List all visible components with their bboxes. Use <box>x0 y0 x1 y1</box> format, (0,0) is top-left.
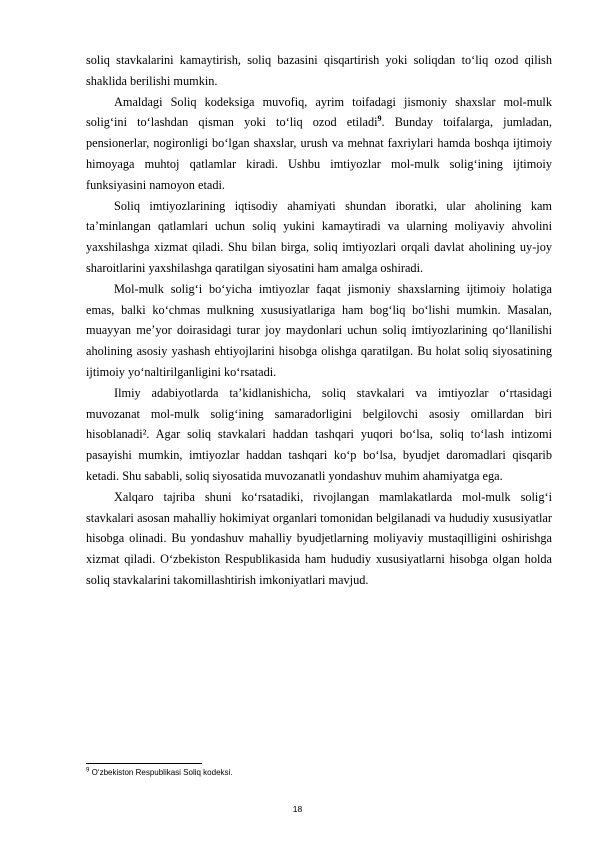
paragraph-2-text: Amaldagi Soliq kodeksiga muvofiq, ayrim toifadagi jismoniy shaxslar mol-mulk solig‘ini to‘lashdan qisman yoki to‘liq ozod etiladi <box>86 94 552 130</box>
paragraph-5 <box>86 383 552 487</box>
footnote-mark: 9 <box>86 767 90 774</box>
paragraph-5-text: Ilmiy adabiyotlarda ta’kidlanishicha, soliq stavkalari va imtiyozlar o‘rtasidagi muvozanat mol-mulk solig‘ining samaradorligini belgilovchi asosiy omillardan biri hisoblanadi². Agar soliq stavkalari haddan tashqari yuqori bo‘lsa, soliq to‘lash intizomi pasayishi mumkin, imtiyozlar haddan tashqari ko‘p bo‘lsa, byudjet daromadlari qisqarib ketadi. Shu sababli, soliq siyosatida muvozanatli yondashuv muhim ahamiyatga ega. <box>86 385 552 483</box>
paragraph-2 <box>86 92 552 196</box>
paragraph-6 <box>86 487 552 591</box>
page-number: 18 <box>292 804 303 814</box>
footnote-reference[interactable]: 9 <box>377 114 382 124</box>
paragraph-1-text: soliq stavkalarini kamaytirish, soliq bazasini qisqartirish yoki soliqdan to‘liq ozod qilish shaklida berilishi mumkin. <box>86 53 552 88</box>
paragraph-3 <box>86 196 552 279</box>
paragraph-4-text: Mol-mulk solig‘i bo‘yicha imtiyozlar faqat jismoniy shaxslarning ijtimoiy holatiga emas, balki ko‘chmas mulkning xususiyatlariga ham bog‘liq bo‘lishi mumkin. Masalan, muayyan me’yor doirasidagi turar joy maydonlari uchun soliq imtiyozlarining qo‘llanilishi aholining asosiy yashash ehtiyojlarini hisobga olishga qaratilgan. Bu holat soliq siyosatining ijtimoiy yo‘naltirilganligini ko‘rsatadi. <box>86 281 552 379</box>
paragraph-2-text-continued: . Bunday toifalarga, jumladan, pensionerlar, nogironligi bo‘lgan shaxslar, urush va mehnat faxriylari hamda boshqa ijtimoiy himoyaga muhtoj qatlamlar kiradi. Ushbu imtiyozlar mol-mulk solig‘ining ijtimoiy funksiyasini namoyon etadi. <box>86 115 552 192</box>
paragraph-6-text: Xalqaro tajriba shuni ko‘rsatadiki, rivojlangan mamlakatlarda mol-mulk solig‘i stavkalari asosan mahalliy hokimiyat organlari tomonidan belgilanadi va hududiy xususiyatlar hisobga olinadi. Bu yondashuv mahalliy byudjetlarning moliyaviy mustaqilligini oshirishga xizmat qiladi. O‘zbekiston Respublikasida ham hududiy xususiyatlarni hisobga olgan holda soliq stavkalarini takomillashtirish imkoniyatlari mavjud. <box>86 489 552 587</box>
paragraph-4 <box>86 279 552 383</box>
footnote-text: O‘zbekiston Respublikasi Soliq kodeksi. <box>89 768 233 777</box>
paragraph-1 <box>86 50 552 92</box>
footnote-separator <box>86 763 202 764</box>
footnote <box>86 767 552 778</box>
body-text <box>86 50 552 591</box>
paragraph-3-text: Soliq imtiyozlarining iqtisodiy ahamiyati shundan iboratki, ular aholining kam ta’minlangan qatlamlari uchun soliq yukini kamaytiradi va ularning moliyaviy ahvolini yaxshilashga xizmat qiladi. Shu bilan birga, soliq imtiyozlari orqali davlat aholining uy-joy sharoitlarini yaxshilashga qaratilgan siyosatini ham amalga oshiradi. <box>86 198 552 275</box>
